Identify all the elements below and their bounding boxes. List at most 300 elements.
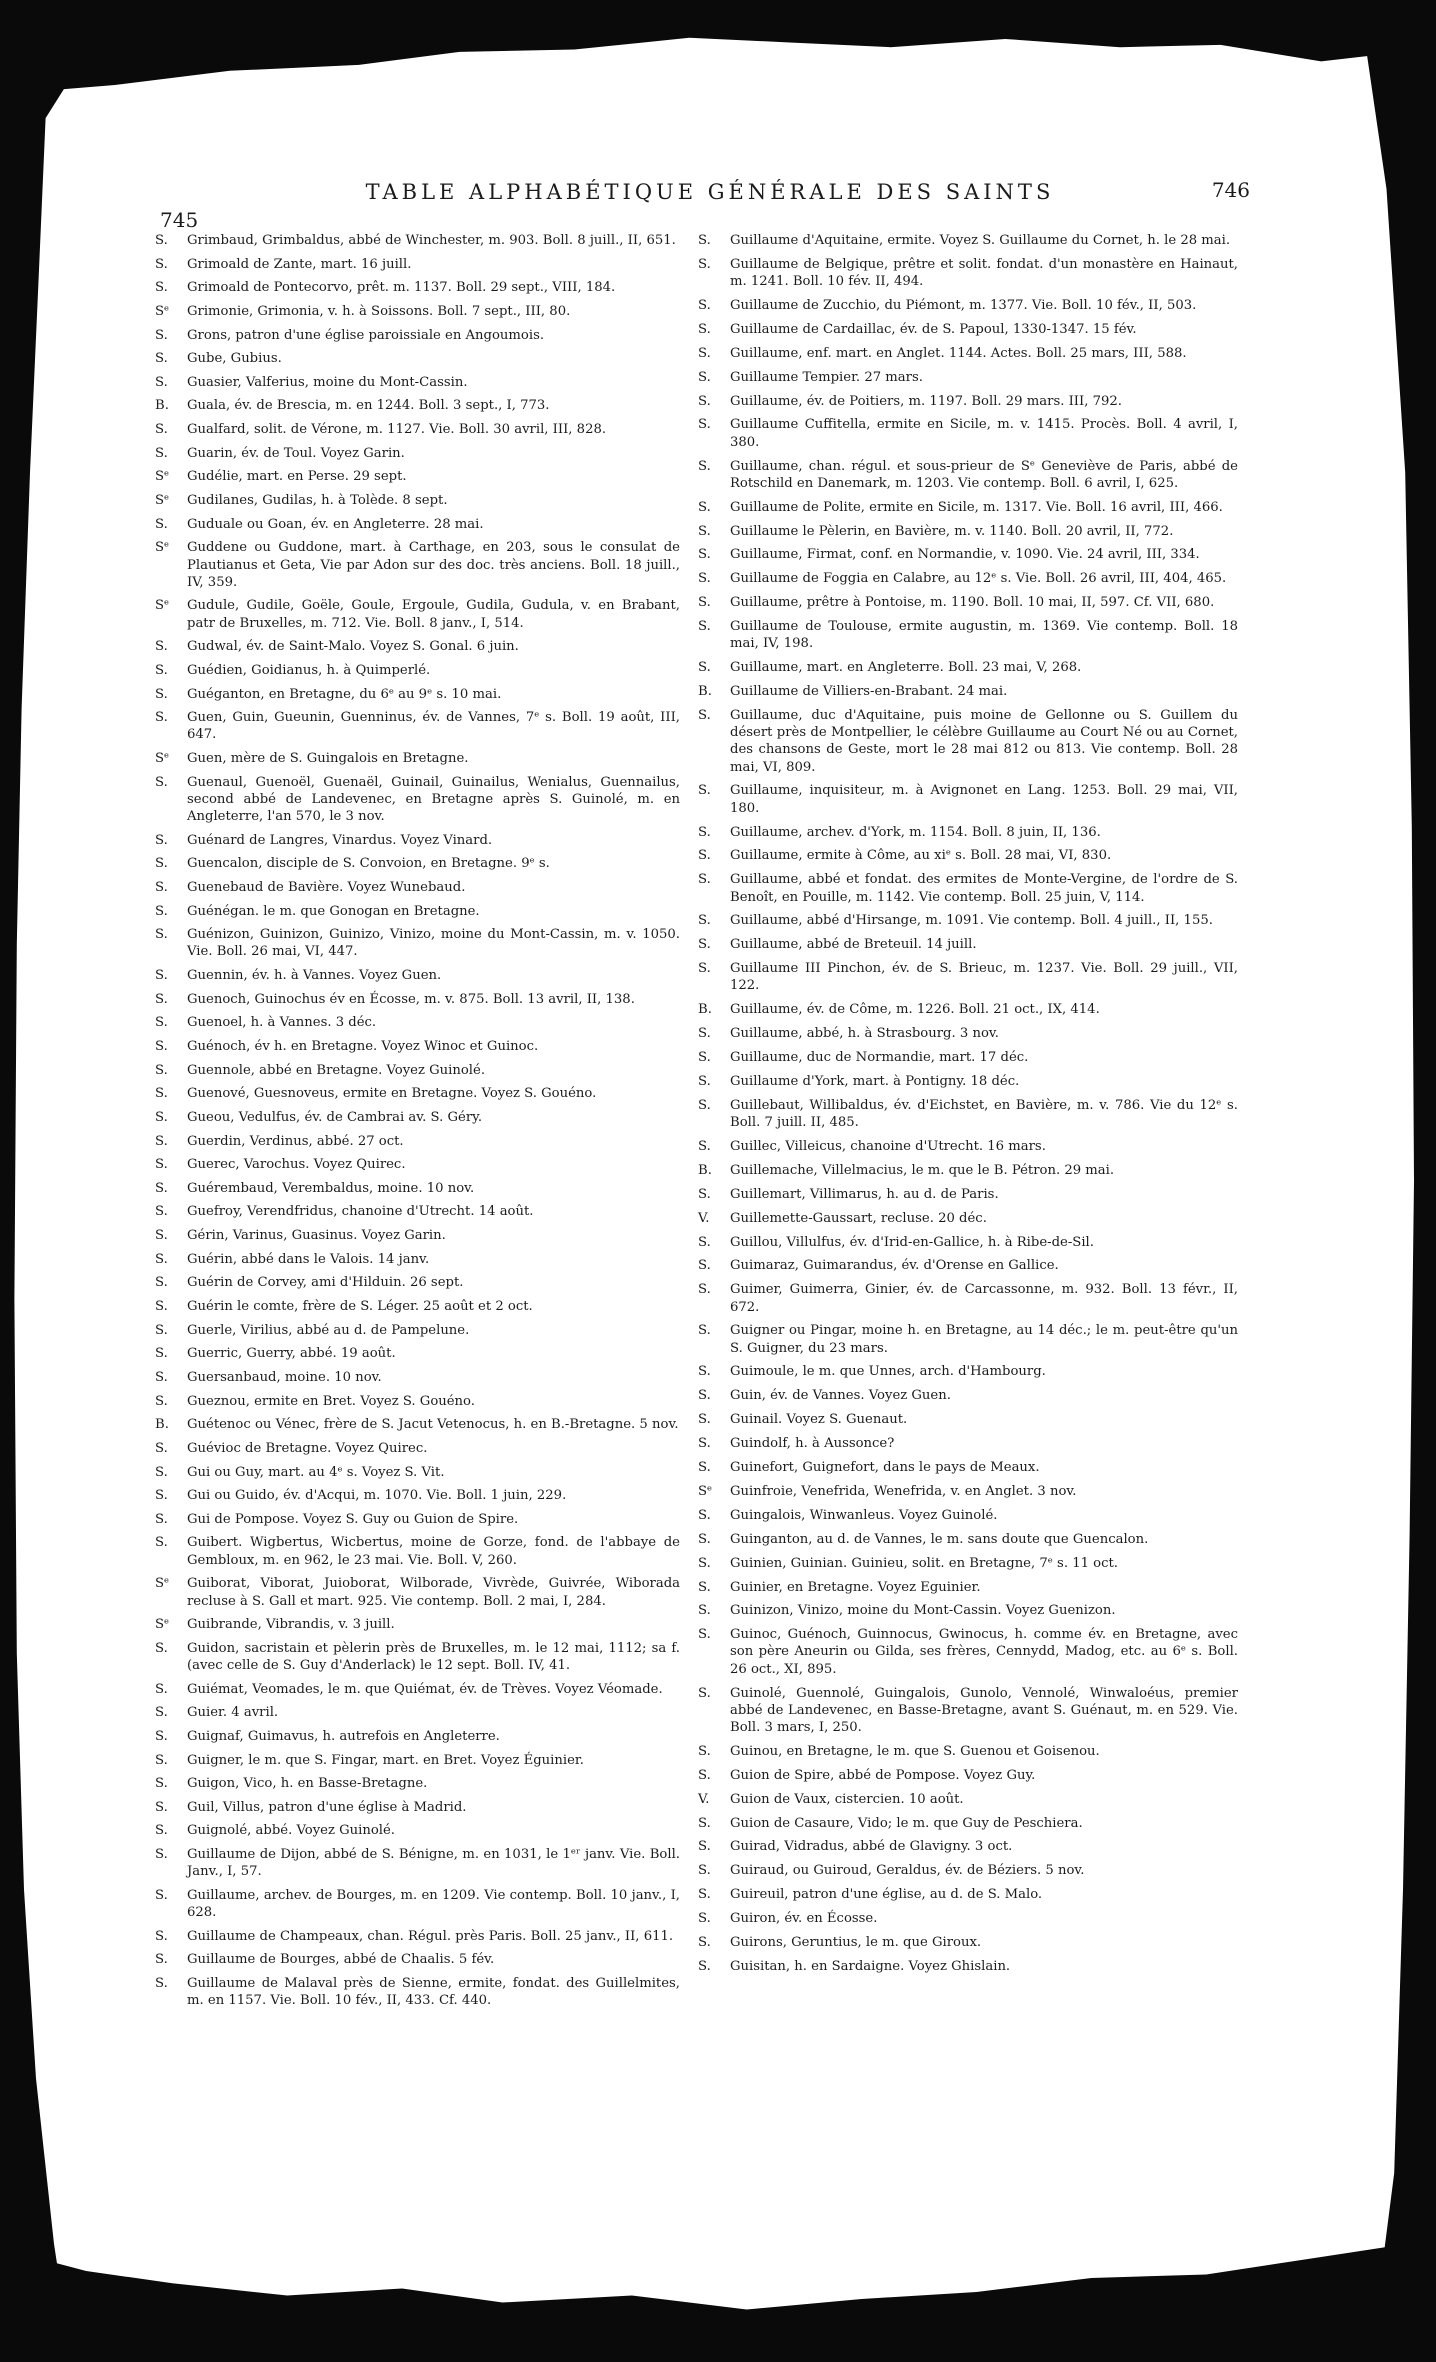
entry-prefix: S. <box>698 1815 711 1831</box>
entry-text: Guin, év. de Vannes. Voyez Guen. <box>730 1388 951 1404</box>
entry-text: Guirad, Vidradus, abbé de Glavigny. 3 oct. <box>730 1839 1013 1855</box>
entry-prefix: S. <box>698 1579 711 1595</box>
entry-text: Guignolé, abbé. Voyez Guinolé. <box>187 1823 395 1839</box>
entry-text: Gui ou Guy, mart. au 4ᵉ s. Voyez S. Vit. <box>187 1464 445 1480</box>
entry-text: Guénard de Langres, Vinardus. Voyez Vinard. <box>187 832 493 848</box>
entry-text: Guinou, en Bretagne, le m. que S. Guenou et Goisenou. <box>730 1743 1100 1759</box>
entry-prefix: S. <box>698 1887 711 1903</box>
index-entry <box>155 232 680 249</box>
index-entry <box>155 926 680 960</box>
index-entry <box>155 879 680 896</box>
index-entry <box>155 1575 680 1609</box>
entry-text: Guenaul, Guenoël, Guenaël, Guinail, Guinailus, Wenialus, Guennailus, second abbé de Landevenec, en Bretagne après S. Guinolé, m. en Angleterre, l'an 570, le 3 nov. <box>187 774 680 825</box>
index-entry <box>155 421 680 438</box>
entry-text: Guillaume Tempier. 27 mars. <box>730 369 923 385</box>
entry-text: Guillaume, inquisiteur, m. à Avignonet en Lang. 1253. Boll. 29 mai, VII, 180. <box>730 783 1238 816</box>
index-entry <box>155 445 680 462</box>
entry-prefix: S. <box>155 327 168 343</box>
index-entry <box>698 416 1238 450</box>
entry-prefix: S. <box>155 516 168 532</box>
entry-text: Guinganton, au d. de Vannes, le m. sans doute que Guencalon. <box>730 1531 1149 1547</box>
index-entry <box>698 1210 1238 1227</box>
entry-text: Guévioc de Bretagne. Voyez Quirec. <box>187 1440 428 1456</box>
index-entry <box>155 492 680 509</box>
entry-text: Guibrande, Vibrandis, v. 3 juill. <box>187 1617 395 1633</box>
entry-prefix: S. <box>155 1887 168 1903</box>
index-entry <box>698 1459 1238 1476</box>
index-entry <box>698 1862 1238 1879</box>
entry-prefix: Sᵉ <box>155 598 170 614</box>
entry-prefix: S. <box>698 1073 711 1089</box>
entry-prefix: S. <box>155 256 168 272</box>
entry-prefix: S. <box>698 1935 711 1950</box>
entry-text: Guérin de Corvey, ami d'Hilduin. 26 sept. <box>187 1275 464 1291</box>
entry-prefix: S. <box>698 1412 711 1428</box>
entry-text: Guillaume Cuffitella, ermite en Sicile, m. v. 1415. Procès. Boll. 4 avril, I, 380. <box>730 417 1238 450</box>
index-entry <box>698 1579 1238 1596</box>
entry-text: Guillemache, Villelmacius, le m. que le B. Pétron. 29 mai. <box>730 1162 1115 1178</box>
entry-prefix: S. <box>698 1911 711 1927</box>
entry-text: Guiémat, Veomades, le m. que Quiémat, év. de Trèves. Voyez Véomade. <box>187 1681 663 1697</box>
index-entry <box>155 397 680 414</box>
entry-prefix: S. <box>698 1958 711 1974</box>
page-header <box>160 170 1250 230</box>
entry-prefix: S. <box>155 1228 168 1244</box>
entry-text: Guiron, év. en Écosse. <box>730 1911 878 1927</box>
index-entry <box>698 1626 1238 1678</box>
entry-text: Guion de Vaux, cistercien. 10 août. <box>730 1791 964 1807</box>
index-entry <box>698 936 1238 953</box>
entry-text: Guen, Guin, Gueunin, Guenninus, év. de Vannes, 7ᵉ s. Boll. 19 août, III, 647. <box>187 710 680 743</box>
entry-prefix: S. <box>698 1234 711 1250</box>
entry-prefix: S. <box>155 280 168 296</box>
index-entry <box>155 686 680 703</box>
entry-prefix: S. <box>698 1388 711 1404</box>
index-entry <box>698 1138 1238 1155</box>
page-number-left: 745 <box>160 208 199 232</box>
entry-text: Guillaume, archev. de Bourges, m. en 1209. Vie contemp. Boll. 10 janv., I, 628. <box>187 1887 680 1921</box>
entry-prefix: S. <box>698 233 711 248</box>
entry-text: Grimoald de Pontecorvo, prêt. m. 1137. Boll. 29 sept., VIII, 184. <box>187 280 616 296</box>
index-entry <box>698 369 1238 386</box>
entry-text: Guérin, abbé dans le Valois. 14 janv. <box>187 1251 430 1267</box>
entry-text: Guillaume de Foggia en Calabre, au 12ᵉ s. Vie. Boll. 26 avril, III, 404, 465. <box>730 571 1227 587</box>
entry-text: Guillaume de Belgique, prêtre et solit. fondat. d'un monastère en Hainaut, m. 1241. Boll. 10 fév. II, 494. <box>730 256 1238 290</box>
entry-text: Guerric, Guerry, abbé. 19 août. <box>187 1346 396 1362</box>
entry-prefix: S. <box>155 445 168 461</box>
entry-text: Guillaume, év. de Côme, m. 1226. Boll. 21 oct., IX, 414. <box>730 1002 1100 1018</box>
entry-prefix: S. <box>155 1799 168 1815</box>
scan-border-top <box>0 0 1436 118</box>
entry-text: Guion de Casaure, Vido; le m. que Guy de Peschiera. <box>730 1815 1083 1831</box>
index-entry <box>698 499 1238 516</box>
index-entry <box>698 297 1238 314</box>
entry-prefix: S. <box>155 1752 168 1768</box>
entry-text: Guion de Spire, abbé de Pompose. Voyez Guy. <box>730 1767 1036 1783</box>
entry-text: Guillaume de Polite, ermite en Sicile, m. 1317. Vie. Boll. 16 avril, III, 466. <box>730 499 1223 515</box>
entry-prefix: S. <box>698 1531 711 1547</box>
entry-text: Guédien, Goidianus, h. à Quimperlé. <box>187 662 431 678</box>
index-entry <box>698 960 1238 994</box>
entry-prefix: S. <box>698 1460 711 1476</box>
entry-text: Gueou, Vedulfus, év. de Cambrai av. S. Géry. <box>187 1109 483 1125</box>
entry-text: Grimbaud, Grimbaldus, abbé de Winchester, m. 903. Boll. 8 juill., II, 651. <box>187 233 676 248</box>
entry-text: Guillaume de Bourges, abbé de Chaalis. 5 fév. <box>187 1952 495 1968</box>
index-entry <box>698 1049 1238 1066</box>
index-entry <box>698 1186 1238 1203</box>
index-entry <box>155 1180 680 1197</box>
entry-prefix: Sᵉ <box>155 469 170 485</box>
index-entry <box>698 1435 1238 1452</box>
entry-prefix: S. <box>698 1364 711 1380</box>
index-entry <box>698 232 1238 249</box>
index-entry <box>155 374 680 391</box>
entry-text: Guénizon, Guinizon, Guinizo, Vinizo, moine du Mont-Cassin, m. v. 1050. Vie. Boll. 26 mai, VI, 447. <box>187 927 680 960</box>
entry-prefix: S. <box>155 1640 168 1656</box>
index-entry <box>698 1602 1238 1619</box>
entry-text: Guenoel, h. à Vannes. 3 déc. <box>187 1015 377 1031</box>
entry-text: Grimoald de Zante, mart. 16 juill. <box>187 256 412 272</box>
entry-text: Guillaume, abbé d'Hirsange, m. 1091. Vie contemp. Boll. 4 juill., II, 155. <box>730 913 1213 929</box>
entry-text: Gudélie, mart. en Perse. 29 sept. <box>187 469 407 485</box>
entry-text: Guéganton, en Bretagne, du 6ᵉ au 9ᵉ s. 10 mai. <box>187 686 502 702</box>
entry-text: Guillaume de Toulouse, ermite augustin, m. 1369. Vie contemp. Boll. 18 mai, IV, 198. <box>730 619 1238 652</box>
entry-text: Guillaume d'Aquitaine, ermite. Voyez S. Guillaume du Cornet, h. le 28 mai. <box>730 233 1231 248</box>
entry-text: Guillaume, abbé, h. à Strasbourg. 3 nov. <box>730 1026 999 1042</box>
entry-text: Guérembaud, Verembaldus, moine. 10 nov. <box>187 1180 475 1196</box>
index-entry <box>155 855 680 872</box>
index-entry <box>155 1616 680 1633</box>
index-entry <box>155 597 680 631</box>
entry-text: Guillaume, Firmat, conf. en Normandie, v. 1090. Vie. 24 avril, III, 334. <box>730 547 1200 563</box>
index-entry <box>155 1440 680 1457</box>
index-entry <box>155 774 680 826</box>
entry-text: Guénoch, év h. en Bretagne. Voyez Winoc et Guinoc. <box>187 1039 539 1054</box>
entry-prefix: S. <box>698 1767 711 1783</box>
entry-prefix: S. <box>698 872 711 888</box>
entry-text: Gudule, Gudile, Goële, Goule, Ergoule, Gudila, Gudula, v. en Brabant, patr de Bruxelles, m. 712. Vie. Boll. 8 janv., I, 514. <box>187 598 680 631</box>
entry-prefix: S. <box>698 1258 711 1274</box>
index-entry <box>155 1416 680 1433</box>
entry-text: Guala, év. de Brescia, m. en 1244. Boll. 3 sept., I, 773. <box>187 398 550 414</box>
entry-prefix: S. <box>698 321 711 337</box>
entry-text: Guillaume de Cardaillac, év. de S. Papoul, 1330-1347. 15 fév. <box>730 321 1137 337</box>
entry-prefix: S. <box>698 1627 711 1643</box>
entry-text: Guencalon, disciple de S. Convoion, en Bretagne. 9ᵉ s. <box>187 856 550 872</box>
index-entry <box>155 1975 680 2009</box>
entry-text: Guireuil, patron d'une église, au d. de S. Malo. <box>730 1887 1043 1903</box>
index-entry <box>155 1274 680 1291</box>
index-entry <box>698 1958 1238 1975</box>
entry-text: Grimonie, Grimonia, v. h. à Soissons. Boll. 7 sept., III, 80. <box>187 303 571 319</box>
index-entry <box>698 847 1238 864</box>
index-entry <box>155 1822 680 1839</box>
entry-prefix: S. <box>155 1369 168 1385</box>
entry-text: Guasier, Valferius, moine du Mont-Cassin. <box>187 374 468 390</box>
entry-prefix: S. <box>698 499 711 515</box>
entry-prefix: S. <box>698 417 711 433</box>
entry-prefix: S. <box>155 1062 168 1078</box>
entry-prefix: S. <box>155 1275 168 1291</box>
entry-prefix: S. <box>155 927 168 943</box>
entry-prefix: S. <box>155 856 168 872</box>
entry-prefix: S. <box>155 639 168 655</box>
entry-prefix: S. <box>155 832 168 848</box>
entry-prefix: S. <box>698 1026 711 1042</box>
index-entry <box>155 1728 680 1745</box>
entry-prefix: S. <box>155 879 168 895</box>
index-entry <box>698 256 1238 290</box>
index-entry <box>155 1345 680 1362</box>
entry-prefix: S. <box>155 1204 168 1220</box>
entry-text: Guillaume, duc de Normandie, mart. 17 déc. <box>730 1050 1029 1066</box>
entry-prefix: S. <box>155 1488 168 1504</box>
index-entry <box>698 546 1238 563</box>
entry-prefix: S. <box>155 1180 168 1196</box>
index-entry <box>155 1704 680 1721</box>
entry-prefix: S. <box>155 1133 168 1149</box>
entry-prefix: V. <box>698 1791 710 1807</box>
entry-prefix: S. <box>155 1109 168 1125</box>
index-entry <box>155 1799 680 1816</box>
entry-text: Guerdin, Verdinus, abbé. 27 oct. <box>187 1133 404 1149</box>
entry-prefix: Sᵉ <box>155 540 170 556</box>
entry-prefix: S. <box>698 1436 711 1452</box>
entry-text: Guillaume, chan. régul. et sous-prieur de Sᵉ Geneviève de Paris, abbé de Rotschild en Danemark, m. 1203. Vie contemp. Boll. 6 avril, I, 625. <box>730 458 1238 491</box>
entry-prefix: Sᵉ <box>155 750 170 766</box>
entry-prefix: S. <box>698 1839 711 1855</box>
entry-text: Guillaume d'York, mart. à Pontigny. 18 déc. <box>730 1073 1020 1089</box>
entry-text: Guefroy, Verendfridus, chanoine d'Utrecht. 14 août. <box>187 1204 534 1220</box>
entry-text: Guillaume, archev. d'York, m. 1154. Boll. 8 juin, II, 136. <box>730 824 1101 840</box>
entry-text: Guersanbaud, moine. 10 nov. <box>187 1369 382 1385</box>
scan-border-right <box>1326 0 1436 2362</box>
index-entry <box>155 750 680 767</box>
index-entry <box>698 458 1238 492</box>
entry-prefix: S. <box>698 297 711 313</box>
entry-text: Guillemette-Gaussart, recluse. 20 déc. <box>730 1210 987 1226</box>
entry-prefix: S. <box>698 1186 711 1202</box>
index-entry <box>155 1752 680 1769</box>
index-entry <box>155 1038 680 1055</box>
index-entry <box>155 1640 680 1674</box>
entry-text: Guinien, Guinian. Guinieu, solit. en Bretagne, 7ᵉ s. 11 oct. <box>730 1555 1119 1571</box>
index-entry <box>155 1534 680 1568</box>
index-entry <box>155 516 680 533</box>
index-entry <box>698 1767 1238 1784</box>
entry-text: Guénégan. le m. que Gonogan en Bretagne. <box>187 903 480 919</box>
index-entry <box>698 1483 1238 1500</box>
entry-prefix: S. <box>698 707 711 723</box>
entry-prefix: S. <box>155 1440 168 1456</box>
index-entry <box>698 1257 1238 1274</box>
entry-prefix: S. <box>155 1511 168 1527</box>
index-entry <box>155 1846 680 1880</box>
index-entry <box>698 707 1238 776</box>
index-entry <box>698 1531 1238 1548</box>
entry-text: Guen, mère de S. Guingalois en Bretagne. <box>187 750 469 766</box>
entry-text: Guddene ou Guddone, mart. à Carthage, en 203, sous le consulat de Plautianus et Geta, Vie par Adon sur des doc. très anciens. Boll. 18 juill., IV, 359. <box>187 540 680 590</box>
index-entry <box>155 468 680 485</box>
entry-prefix: S. <box>698 1050 711 1066</box>
entry-prefix: S. <box>155 1681 168 1697</box>
entry-prefix: S. <box>698 393 711 409</box>
entry-text: Gudilanes, Gudilas, h. à Tolède. 8 sept. <box>187 493 448 509</box>
entry-prefix: S. <box>155 1823 168 1839</box>
entry-prefix: S. <box>155 1705 168 1721</box>
entry-text: Guillaume, enf. mart. en Anglet. 1144. Actes. Boll. 25 mars, III, 588. <box>730 345 1187 361</box>
index-entry <box>155 903 680 920</box>
entry-text: Guil, Villus, patron d'une église à Madrid. <box>187 1799 467 1815</box>
entry-prefix: S. <box>698 345 711 361</box>
index-entry <box>155 1062 680 1079</box>
index-entry <box>155 1928 680 1945</box>
entry-prefix: S. <box>698 1743 711 1759</box>
entry-text: Guillemart, Villimarus, h. au d. de Paris. <box>730 1186 999 1202</box>
entry-text: Guiborat, Viborat, Juioborat, Wilborade, Vivrède, Guivrée, Wiborada recluse à S. Gall et mart. 925. Vie contemp. Boll. 2 mai, I, 284. <box>187 1576 680 1609</box>
index-entry <box>698 618 1238 652</box>
entry-prefix: S. <box>155 1776 168 1792</box>
index-entry <box>155 1085 680 1102</box>
entry-text: Guillaume, év. de Poitiers, m. 1197. Boll. 29 mars. III, 792. <box>730 393 1122 409</box>
entry-text: Guillec, Villeicus, chanoine d'Utrecht. 16 mars. <box>730 1138 1046 1154</box>
entry-text: Guibert. Wigbertus, Wicbertus, moine de Gorze, fond. de l'abbaye de Gembloux, m. en 962, le 23 mai. Vie. Boll. V, 260. <box>187 1535 680 1568</box>
entry-prefix: S. <box>155 1928 168 1944</box>
entry-prefix: S. <box>698 595 711 611</box>
entry-prefix: S. <box>155 968 168 984</box>
index-entry <box>155 1298 680 1315</box>
index-entry <box>698 393 1238 410</box>
entry-prefix: S. <box>155 1086 168 1102</box>
index-entry <box>155 1681 680 1698</box>
index-entry <box>698 912 1238 929</box>
index-entry <box>698 1162 1238 1179</box>
entry-prefix: Sᵉ <box>155 1576 170 1592</box>
entry-prefix: S. <box>155 1322 168 1338</box>
entry-prefix: S. <box>698 1097 711 1113</box>
entry-prefix: S. <box>155 774 168 790</box>
entry-text: Guigner ou Pingar, moine h. en Bretagne, au 14 déc.; le m. peut-être qu'un S. Guigner, du 23 mars. <box>730 1323 1238 1356</box>
running-title: TABLE ALPHABÉTIQUE GÉNÉRALE DES SAINTS <box>365 180 1055 204</box>
index-entry <box>155 1951 680 1968</box>
index-entry <box>698 1097 1238 1131</box>
index-entry <box>698 1886 1238 1903</box>
entry-text: Guillaume, abbé et fondat. des ermites de Monte-Vergine, de l'ordre de S. Benoît, en Pouille, m. 1142. Vie contemp. Boll. 25 juin, V, 114. <box>730 872 1238 905</box>
entry-prefix: S. <box>698 1507 711 1523</box>
page-number-right: 746 <box>1211 178 1250 202</box>
entry-prefix: S. <box>155 1393 168 1409</box>
entry-prefix: S. <box>155 1157 168 1173</box>
entry-prefix: S. <box>698 1555 711 1571</box>
scan-border-left <box>0 0 120 2362</box>
entry-prefix: S. <box>155 1299 168 1315</box>
entry-text: Gueznou, ermite en Bret. Voyez S. Gouéno. <box>187 1393 475 1409</box>
entry-prefix: B. <box>155 398 169 414</box>
index-entry <box>155 1014 680 1031</box>
index-entry <box>155 1464 680 1481</box>
entry-text: Grons, patron d'une église paroissiale en Angoumois. <box>187 327 545 343</box>
entry-prefix: S. <box>698 523 711 539</box>
index-entry <box>155 1133 680 1150</box>
entry-text: Guinoc, Guénoch, Guinnocus, Gwinocus, h. comme év. en Bretagne, avec son père Aneurin ou Gilda, ses frères, Cennydd, Madog, etc. au 6ᵉ s. Boll. 26 oct., XI, 895. <box>730 1627 1238 1677</box>
entry-prefix: S. <box>698 660 711 676</box>
index-entry <box>155 662 680 679</box>
index-entry <box>698 1025 1238 1042</box>
entry-text: Guillaume, abbé de Breteuil. 14 juill. <box>730 937 977 953</box>
entry-text: Guiraud, ou Guiroud, Geraldus, év. de Béziers. 5 nov. <box>730 1863 1085 1879</box>
entry-prefix: S. <box>698 1685 711 1701</box>
entry-prefix: S. <box>155 710 168 726</box>
entry-prefix: Sᵉ <box>155 303 170 319</box>
entry-prefix: S. <box>155 1535 168 1551</box>
entry-text: Guinfroie, Venefrida, Wenefrida, v. en Anglet. 3 nov. <box>730 1483 1077 1499</box>
entry-text: Guidon, sacristain et pèlerin près de Bruxelles, m. le 12 mai, 1112; sa f. (avec celle de S. Guy d'Anderlack) le 12 sept. Boll. IV, 41. <box>187 1640 680 1673</box>
entry-text: Guduale ou Goan, év. en Angleterre. 28 mai. <box>187 516 484 532</box>
entry-prefix: S. <box>698 458 711 474</box>
index-entry <box>155 709 680 743</box>
entry-prefix: S. <box>155 991 168 1007</box>
left-column <box>155 232 680 2016</box>
entry-prefix: B. <box>698 1002 712 1018</box>
index-entry <box>698 1387 1238 1404</box>
entry-prefix: S. <box>698 1138 711 1154</box>
entry-text: Guindolf, h. à Aussonce? <box>730 1436 895 1452</box>
index-entry <box>698 1281 1238 1315</box>
index-entry <box>698 1743 1238 1760</box>
index-entry <box>155 256 680 273</box>
entry-prefix: S. <box>155 1039 168 1054</box>
index-entry <box>698 345 1238 362</box>
entry-prefix: S. <box>698 547 711 563</box>
entry-text: Guinizon, Vinizo, moine du Mont-Cassin. Voyez Guenizon. <box>730 1603 1116 1619</box>
entry-text: Guinefort, Guignefort, dans le pays de Meaux. <box>730 1460 1040 1476</box>
entry-text: Guigner, le m. que S. Fingar, mart. en Bret. Voyez Éguinier. <box>187 1752 584 1768</box>
entry-prefix: B. <box>698 684 712 700</box>
entry-text: Guisitan, h. en Sardaigne. Voyez Ghislain. <box>730 1958 1011 1974</box>
entry-text: Guillebaut, Willibaldus, év. d'Eichstet, en Bavière, m. v. 786. Vie du 12ᵉ s. Boll. 7 juill. II, 485. <box>730 1097 1238 1131</box>
entry-text: Guillaume de Villiers-en-Brabant. 24 mai. <box>730 684 1008 700</box>
index-entry <box>698 782 1238 816</box>
entry-text: Guenové, Guesnoveus, ermite en Bretagne. Voyez S. Gouéno. <box>187 1086 597 1102</box>
entry-text: Guillou, Villulfus, év. d'Irid-en-Gallice, h. à Ribe-de-Sil. <box>730 1234 1094 1250</box>
index-entry <box>698 1934 1238 1951</box>
index-entry <box>698 1910 1238 1927</box>
index-entry <box>155 967 680 984</box>
entry-prefix: S. <box>698 937 711 953</box>
entry-text: Guimaraz, Guimarandus, év. d'Orense en Gallice. <box>730 1258 1059 1274</box>
entry-text: Gui de Pompose. Voyez S. Guy ou Guion de Spire. <box>187 1511 519 1527</box>
index-entry <box>155 279 680 296</box>
index-entry <box>155 1393 680 1410</box>
index-entry <box>155 1511 680 1528</box>
entry-prefix: Sᵉ <box>155 1617 170 1633</box>
index-entry <box>155 638 680 655</box>
index-entry <box>155 539 680 591</box>
entry-prefix: S. <box>155 1346 168 1362</box>
entry-prefix: S. <box>698 256 711 272</box>
entry-text: Guillaume de Malaval près de Sienne, ermite, fondat. des Guillelmites, m. en 1157. Vie. Boll. 10 fév., II, 433. Cf. 440. <box>187 1976 680 2009</box>
entry-text: Gudwal, év. de Saint-Malo. Voyez S. Gonal. 6 juin. <box>187 639 519 655</box>
index-entry <box>155 1775 680 1792</box>
index-entry <box>155 1322 680 1339</box>
entry-text: Guenebaud de Bavière. Voyez Wunebaud. <box>187 879 466 895</box>
entry-prefix: S. <box>698 824 711 840</box>
index-entry <box>698 871 1238 905</box>
entry-text: Guillaume de Champeaux, chan. Régul. près Paris. Boll. 25 janv., II, 611. <box>187 1928 674 1944</box>
index-entry <box>155 303 680 320</box>
entry-text: Guimer, Guimerra, Ginier, év. de Carcassonne, m. 932. Boll. 13 févr., II, 672. <box>730 1282 1238 1315</box>
entry-prefix: S. <box>155 1847 168 1863</box>
